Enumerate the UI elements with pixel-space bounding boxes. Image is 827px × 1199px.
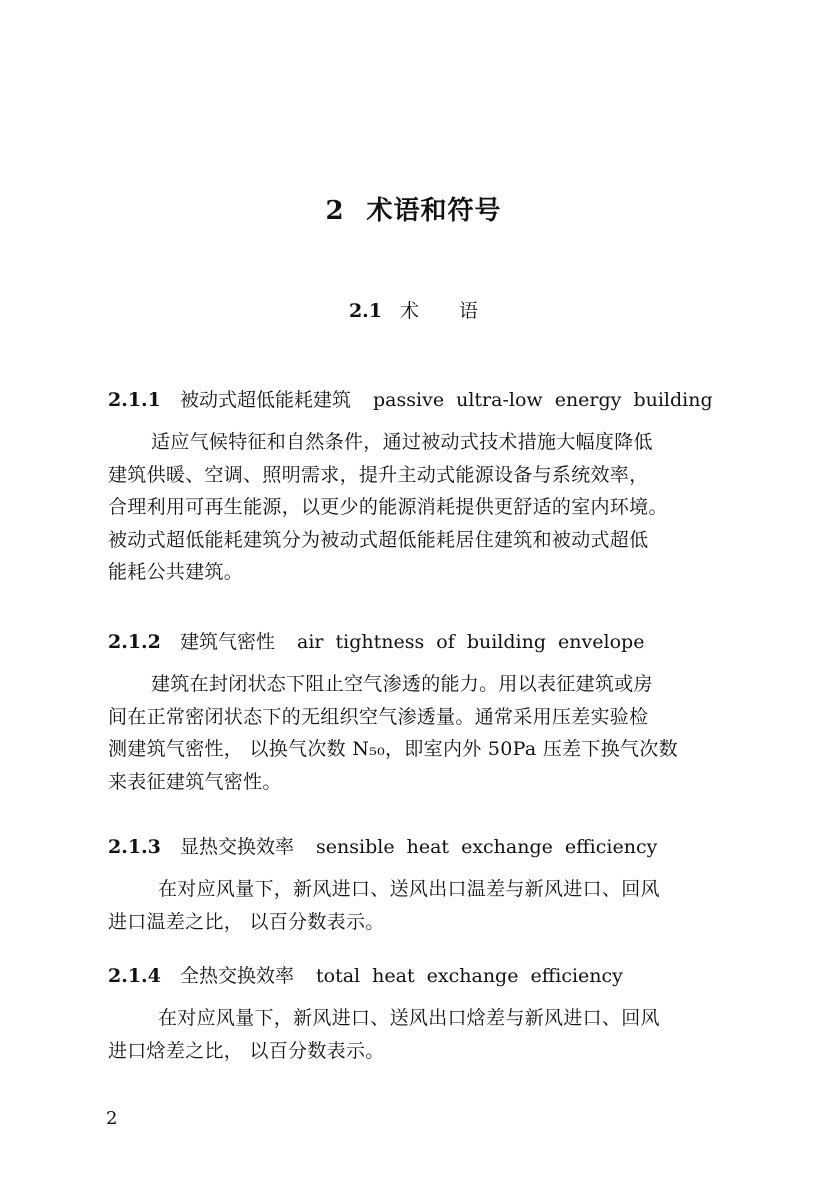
term-entry: [108, 962, 723, 1067]
definition-line: 间在正常密闭状态下的无组织空气渗透量。通常采用压差实验检: [108, 705, 649, 728]
term-entry: [108, 833, 723, 938]
term-definition: [108, 873, 723, 938]
definition-line: 建筑供暖、空调、照明需求，提升主动式能源设备与系统效率，: [108, 463, 649, 486]
term-english: air tightness of building envelope: [297, 631, 645, 653]
chapter-number: 2: [325, 196, 345, 226]
section-title-part1: 术: [400, 300, 420, 322]
chapter-title: [0, 190, 827, 227]
definition-line: 合理利用可再生能源，以更少的能源消耗提供更舒适的室内环境。: [108, 496, 668, 518]
section-title-part2: 语: [459, 300, 479, 322]
term-chinese: 建筑气密性: [180, 631, 276, 653]
definition-line: 在对应风量下，新风进口、送风出口温差与新风进口、回风: [158, 878, 660, 900]
page-number: 2: [106, 1108, 118, 1129]
term-english: total heat exchange efficiency: [316, 965, 623, 987]
definition-line: 来表征建筑气密性。: [108, 770, 282, 793]
term-heading: [108, 962, 723, 990]
definition-line: 进口温差之比， 以百分数表示。: [108, 910, 385, 933]
term-number: 2.1.3: [108, 836, 161, 858]
term-definition: [108, 668, 723, 798]
term-number: 2.1.2: [108, 631, 161, 653]
definition-line: 能耗公共建筑。: [108, 561, 244, 583]
term-definition: [108, 1002, 723, 1067]
term-heading: [108, 386, 723, 414]
term-entry: [108, 628, 723, 798]
definition-line: 建筑在封闭状态下阻止空气渗透的能力。用以表征建筑或房: [151, 673, 653, 695]
section-title: [0, 296, 827, 323]
definition-line: 测建筑气密性， 以换气次数 N₅₀，即室内外 50Pa 压差下换气次数: [108, 738, 678, 760]
term-number: 2.1.1: [108, 389, 161, 411]
term-heading: [108, 628, 723, 656]
term-chinese: 被动式超低能耗建筑: [180, 389, 352, 411]
chapter-title-text: 术语和符号: [366, 196, 502, 226]
term-chinese: 显热交换效率: [180, 836, 295, 858]
definition-line: 被动式超低能耗建筑分为被动式超低能耗居住建筑和被动式超低: [108, 528, 649, 551]
term-number: 2.1.4: [108, 965, 161, 987]
term-english: passive ultra-low energy building: [373, 389, 713, 411]
definition-line: 适应气候特征和自然条件，通过被动式技术措施大幅度降低: [151, 431, 653, 453]
term-chinese: 全热交换效率: [180, 965, 295, 987]
term-definition: [108, 426, 723, 589]
term-heading: [108, 833, 723, 861]
definition-line: 进口焓差之比， 以百分数表示。: [108, 1039, 385, 1062]
term-entry: [108, 386, 723, 589]
definition-line: 在对应风量下，新风进口、送风出口焓差与新风进口、回风: [158, 1007, 660, 1029]
section-number: 2.1: [348, 300, 383, 322]
term-english: sensible heat exchange efficiency: [316, 836, 658, 858]
